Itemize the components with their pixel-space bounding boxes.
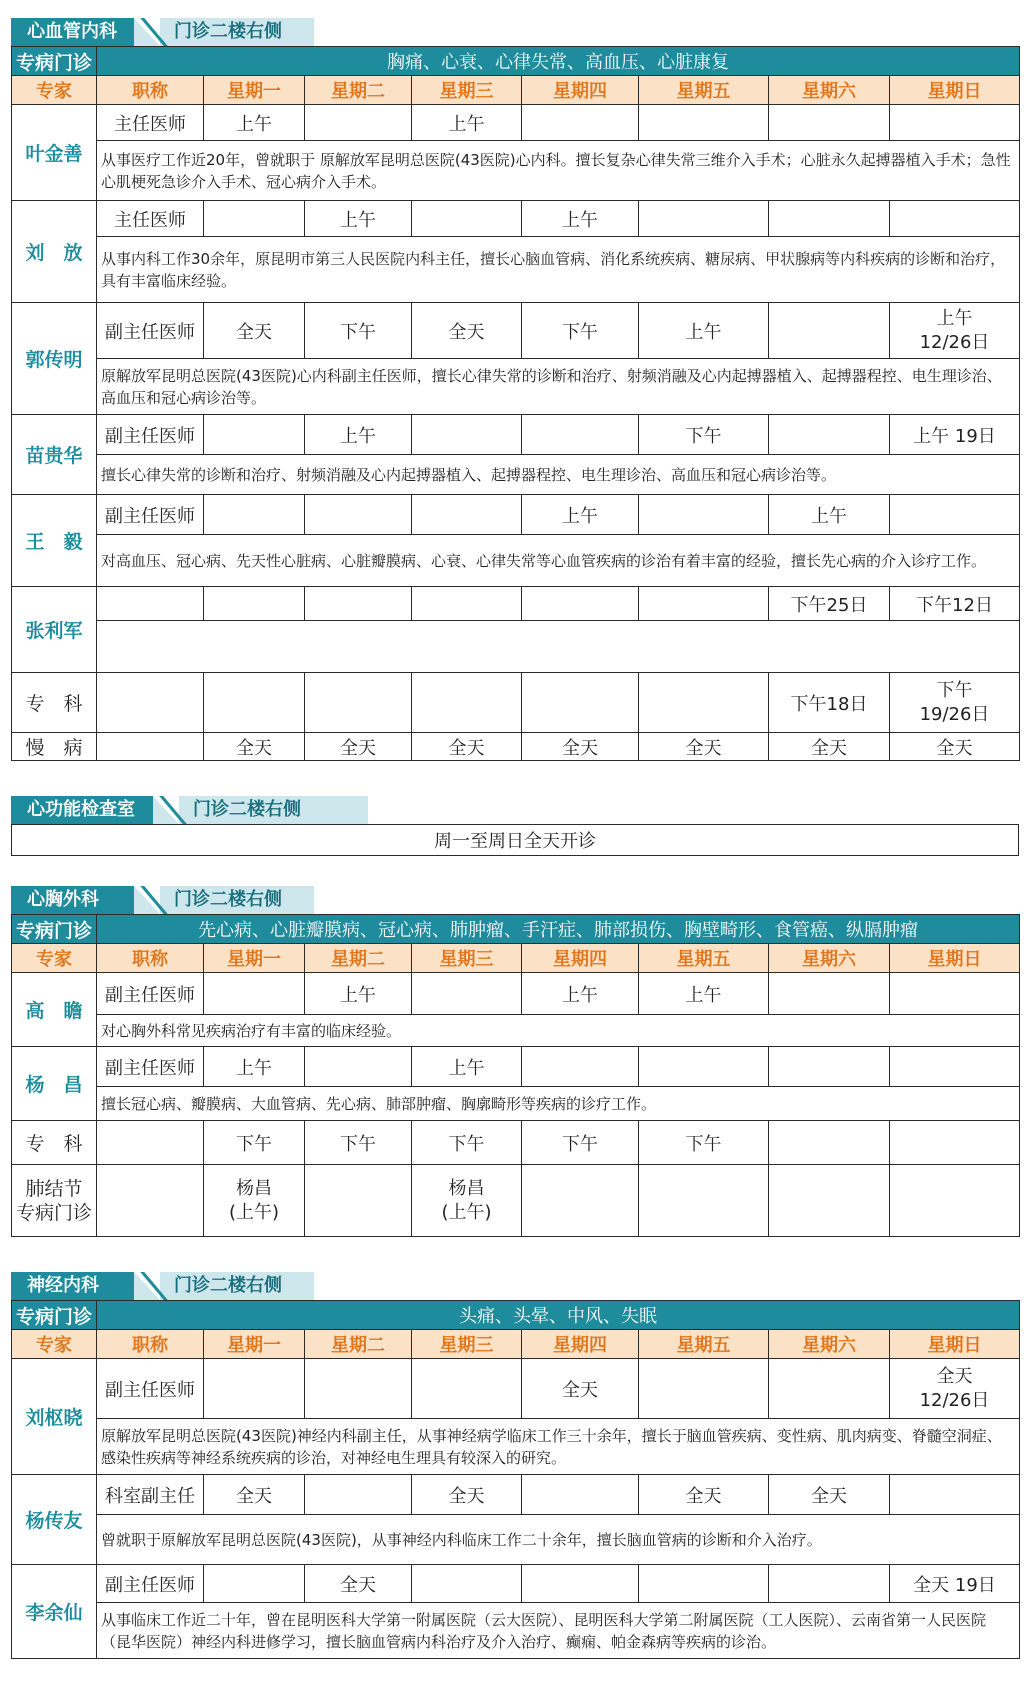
doctor-title: 副主任医师 xyxy=(97,1565,204,1603)
slot-fri xyxy=(639,495,769,535)
header-sat: 星期六 xyxy=(769,1330,890,1359)
doctor-title: 副主任医师 xyxy=(97,1359,204,1419)
doctor-description: 从事内科工作30余年，原昆明市第三人民医院内科主任，擅长心脑血管病、消化系统疾病、糖尿病、甲状腺病等内科疾病的诊断和治疗，具有丰富临床经验。 xyxy=(97,237,1020,303)
thoracic-schedule-table xyxy=(11,914,1020,1237)
spec-label: 专病门诊 xyxy=(12,915,97,944)
doctor-description: 对心胸外科常见疾病治疗有丰富的临床经验。 xyxy=(97,1015,1020,1047)
slot-thu xyxy=(522,587,639,621)
header-sat: 星期六 xyxy=(769,944,890,973)
slot-fri: 下午 xyxy=(639,415,769,455)
slot-wed xyxy=(412,587,522,621)
slot-sun xyxy=(890,495,1020,535)
nodule-label-line2: 专病门诊 xyxy=(15,1201,92,1224)
slot-sun xyxy=(890,1121,1020,1165)
slot-sun xyxy=(890,973,1020,1015)
header-title: 职称 xyxy=(97,1330,204,1359)
header-thu: 星期四 xyxy=(522,944,639,973)
doctor-description: 原解放军昆明总医院(43医院)心内科副主任医师，擅长心律失常的诊断和治疗、射频消融及心内起搏器植入、起搏器程控、电生理诊治、高血压和冠心病诊治等。 xyxy=(97,359,1020,415)
doctor-name: 王 毅 xyxy=(12,495,97,587)
header-title: 职称 xyxy=(97,76,204,105)
slot-wed: 下午 xyxy=(412,1121,522,1165)
zhuanke-title xyxy=(97,1121,204,1165)
slot-mon xyxy=(204,495,305,535)
func-location-tab: 门诊二楼右侧 xyxy=(153,796,368,824)
header-title: 职称 xyxy=(97,944,204,973)
slot-mon xyxy=(204,201,305,237)
slot-sat xyxy=(769,1359,890,1419)
neuro-tabbar xyxy=(11,1270,1019,1300)
slot-fri: 全天 xyxy=(639,1475,769,1515)
slot-sat xyxy=(769,1047,890,1087)
slot-sun xyxy=(890,1165,1020,1237)
neuro-schedule-table xyxy=(11,1300,1020,1659)
header-wed: 星期三 xyxy=(412,76,522,105)
slot-mon xyxy=(204,973,305,1015)
slot-tue xyxy=(305,495,412,535)
header-wed: 星期三 xyxy=(412,1330,522,1359)
doctor-description: 从事医疗工作近20年，曾就职于 原解放军昆明总医院(43医院)心内科。擅长复杂心律失常三维介入手术；心脏永久起搏器植入手术；急性心肌梗死急诊介入手术、冠心病介入手术。 xyxy=(97,141,1020,201)
spec-label: 专病门诊 xyxy=(12,1301,97,1330)
doctor-title: 副主任医师 xyxy=(97,415,204,455)
slot-tue xyxy=(305,1165,412,1237)
slot-wed: 全天 xyxy=(412,733,522,761)
func-table xyxy=(11,824,1019,856)
slot-wed-line1: 杨昌 xyxy=(448,1177,485,1199)
thoracic-section xyxy=(11,884,1019,1237)
header-wed: 星期三 xyxy=(412,944,522,973)
slot-sun xyxy=(890,201,1020,237)
slot-mon: 上午 xyxy=(204,105,305,141)
slot-sun: 全天 xyxy=(890,733,1020,761)
slot-sat: 下午25日 xyxy=(769,587,890,621)
slot-tue: 全天 xyxy=(305,1565,412,1603)
header-expert: 专家 xyxy=(12,76,97,105)
slot-sat: 上午 xyxy=(769,495,890,535)
doctor-description: 擅长冠心病、瓣膜病、大血管病、先心病、肺部肿瘤、胸廓畸形等疾病的诊疗工作。 xyxy=(97,1087,1020,1121)
doctor-description: 从事临床工作近二十年，曾在昆明医科大学第一附属医院（云大医院）、昆明医科大学第二附属医院（工人医院）、云南省第一人民医院（昆华医院）神经内科进修学习，擅长脑血管病内科治疗及介入治疗、癫痫、帕金森病等疾病的诊治。 xyxy=(97,1603,1020,1659)
header-mon: 星期一 xyxy=(204,944,305,973)
doctor-name: 张利军 xyxy=(12,587,97,673)
slot-wed xyxy=(412,495,522,535)
slot-tue xyxy=(305,673,412,733)
doctor-name: 叶金善 xyxy=(12,105,97,201)
slot-sun xyxy=(890,105,1020,141)
slot-mon-line1: 杨昌 xyxy=(236,1177,272,1199)
manbing-label: 慢 病 xyxy=(12,733,97,761)
header-sun: 星期日 xyxy=(890,1330,1020,1359)
slot-fri xyxy=(639,1565,769,1603)
nodule-label-line1: 肺结节 xyxy=(25,1177,83,1200)
doctor-description: 原解放军昆明总医院(43医院)神经内科副主任，从事神经病学临床工作三十余年，擅长于脑血管疾病、变性病、肌肉病变、脊髓空洞症、感染性疾病等神经系统疾病的诊治，对神经电生理具有较深入的研究。 xyxy=(97,1419,1020,1475)
header-tue: 星期二 xyxy=(305,1330,412,1359)
slot-sun xyxy=(890,1475,1020,1515)
slot-sat xyxy=(769,105,890,141)
func-dept-tab: 心功能检查室 xyxy=(11,796,153,824)
manbing-title xyxy=(97,733,204,761)
header-fri: 星期五 xyxy=(639,1330,769,1359)
cardio-dept-tab: 心血管内科 xyxy=(11,18,134,46)
slot-fri xyxy=(639,105,769,141)
slot-sat: 全天 xyxy=(769,733,890,761)
cardio-schedule-table xyxy=(11,46,1020,761)
doctor-title: 副主任医师 xyxy=(97,303,204,359)
slot-wed: 上午 xyxy=(412,105,522,141)
slot-mon: 全天 xyxy=(204,1475,305,1515)
slot-sat: 全天 xyxy=(769,1475,890,1515)
slot-fri: 全天 xyxy=(639,733,769,761)
slot-thu xyxy=(522,415,639,455)
thoracic-tabbar xyxy=(11,884,1019,914)
slot-wed xyxy=(412,973,522,1015)
slot-mon xyxy=(204,1565,305,1603)
doctor-name: 刘 放 xyxy=(12,201,97,303)
slot-fri xyxy=(639,1165,769,1237)
slot-tue: 下午 xyxy=(305,1121,412,1165)
slot-sun: 上午 19日 xyxy=(890,415,1020,455)
slot-thu: 下午 xyxy=(522,303,639,359)
doctor-title: 主任医师 xyxy=(97,105,204,141)
slot-thu xyxy=(522,673,639,733)
doctor-title: 副主任医师 xyxy=(97,973,204,1015)
slot-sun-line2: 12/26日 xyxy=(919,1389,990,1411)
slot-sun xyxy=(890,1047,1020,1087)
slot-mon xyxy=(204,415,305,455)
spec-diseases: 先心病、心脏瓣膜病、冠心病、肺肿瘤、手汗症、肺部损伤、胸壁畸形、食管癌、纵膈肿瘤 xyxy=(97,915,1020,944)
slot-sat xyxy=(769,303,890,359)
func-tabbar xyxy=(11,794,1019,824)
slot-wed: 全天 xyxy=(412,1475,522,1515)
slot-sun-line2: 12/26日 xyxy=(919,331,990,353)
slot-tue: 上午 xyxy=(305,973,412,1015)
neuro-dept-tab: 神经内科 xyxy=(11,1272,134,1300)
slot-fri: 下午 xyxy=(639,1121,769,1165)
slot-mon: 上午 xyxy=(204,1047,305,1087)
func-open-hours: 周一至周日全天开诊 xyxy=(12,825,1019,856)
slot-wed xyxy=(412,201,522,237)
spec-label: 专病门诊 xyxy=(12,47,97,76)
slot-wed: 全天 xyxy=(412,303,522,359)
header-tue: 星期二 xyxy=(305,944,412,973)
neuro-location-tab: 门诊二楼右侧 xyxy=(134,1272,314,1300)
slot-thu xyxy=(522,105,639,141)
cardio-location-tab: 门诊二楼右侧 xyxy=(134,18,314,46)
doctor-title xyxy=(97,587,204,621)
neuro-section xyxy=(11,1270,1019,1659)
slot-mon: 下午 xyxy=(204,1121,305,1165)
zhuanke-title xyxy=(97,673,204,733)
slot-wed xyxy=(412,1565,522,1603)
nodule-label xyxy=(12,1165,97,1237)
slot-sat xyxy=(769,1121,890,1165)
spec-diseases: 头痛、头晕、中风、失眠 xyxy=(97,1301,1020,1330)
slot-fri: 上午 xyxy=(639,973,769,1015)
thoracic-dept-tab: 心胸外科 xyxy=(11,886,134,914)
slot-tue xyxy=(305,1047,412,1087)
header-sat: 星期六 xyxy=(769,76,890,105)
doctor-name: 杨传友 xyxy=(12,1475,97,1565)
slot-wed xyxy=(412,1165,522,1237)
cardio-section xyxy=(11,16,1019,761)
slot-tue: 下午 xyxy=(305,303,412,359)
doctor-description xyxy=(97,621,1020,673)
slot-fri xyxy=(639,673,769,733)
nodule-title xyxy=(97,1165,204,1237)
slot-tue xyxy=(305,587,412,621)
slot-wed xyxy=(412,673,522,733)
slot-sat xyxy=(769,415,890,455)
slot-thu xyxy=(522,1565,639,1603)
header-sun: 星期日 xyxy=(890,76,1020,105)
header-mon: 星期一 xyxy=(204,1330,305,1359)
spec-diseases: 胸痛、心衰、心律失常、高血压、心脏康复 xyxy=(97,47,1020,76)
slot-mon xyxy=(204,587,305,621)
slot-sat xyxy=(769,1165,890,1237)
slot-thu: 上午 xyxy=(522,973,639,1015)
slot-fri xyxy=(639,1359,769,1419)
slot-mon xyxy=(204,1359,305,1419)
slot-mon: 全天 xyxy=(204,303,305,359)
slot-sun xyxy=(890,303,1020,359)
header-sun: 星期日 xyxy=(890,944,1020,973)
doctor-title: 副主任医师 xyxy=(97,495,204,535)
doctor-title: 副主任医师 xyxy=(97,1047,204,1087)
doctor-title: 主任医师 xyxy=(97,201,204,237)
doctor-title: 科室副主任 xyxy=(97,1475,204,1515)
slot-tue: 上午 xyxy=(305,201,412,237)
zhuanke-label: 专 科 xyxy=(12,673,97,733)
slot-sun-line1: 上午 xyxy=(936,307,973,329)
slot-tue xyxy=(305,1475,412,1515)
slot-thu: 下午 xyxy=(522,1121,639,1165)
slot-mon xyxy=(204,1165,305,1237)
thoracic-location-tab: 门诊二楼右侧 xyxy=(134,886,314,914)
func-section xyxy=(11,794,1019,856)
header-mon: 星期一 xyxy=(204,76,305,105)
doctor-description: 对高血压、冠心病、先天性心脏病、心脏瓣膜病、心衰、心律失常等心血管疾病的诊治有着丰富的经验，擅长先心病的介入诊疗工作。 xyxy=(97,535,1020,587)
doctor-description: 擅长心律失常的诊断和治疗、射频消融及心内起搏器植入、起搏器程控、电生理诊治、高血压和冠心病诊治等。 xyxy=(97,455,1020,495)
header-expert: 专家 xyxy=(12,944,97,973)
header-expert: 专家 xyxy=(12,1330,97,1359)
doctor-name: 刘枢晓 xyxy=(12,1359,97,1475)
slot-sat xyxy=(769,201,890,237)
slot-tue: 全天 xyxy=(305,733,412,761)
slot-sun-line1: 全天 xyxy=(936,1365,973,1387)
slot-thu: 全天 xyxy=(522,733,639,761)
slot-thu: 全天 xyxy=(522,1359,639,1419)
slot-fri xyxy=(639,587,769,621)
slot-sun xyxy=(890,673,1020,733)
doctor-name: 杨 昌 xyxy=(12,1047,97,1121)
header-thu: 星期四 xyxy=(522,1330,639,1359)
cardio-tabbar xyxy=(11,16,1019,46)
doctor-description: 曾就职于原解放军昆明总医院(43医院)，从事神经内科临床工作二十余年，擅长脑血管病的诊断和介入治疗。 xyxy=(97,1515,1020,1565)
slot-sun-line2: 19/26日 xyxy=(919,703,990,725)
slot-thu xyxy=(522,1475,639,1515)
slot-thu xyxy=(522,1165,639,1237)
doctor-name: 郭传明 xyxy=(12,303,97,415)
header-tue: 星期二 xyxy=(305,76,412,105)
slot-thu: 上午 xyxy=(522,495,639,535)
slot-thu xyxy=(522,1047,639,1087)
slot-mon xyxy=(204,673,305,733)
zhuanke-label: 专 科 xyxy=(12,1121,97,1165)
slot-sat xyxy=(769,1565,890,1603)
slot-wed-line2: (上午) xyxy=(441,1201,492,1223)
slot-sun: 全天 19日 xyxy=(890,1565,1020,1603)
slot-sun: 下午12日 xyxy=(890,587,1020,621)
doctor-name: 高 瞻 xyxy=(12,973,97,1047)
header-fri: 星期五 xyxy=(639,944,769,973)
slot-wed xyxy=(412,415,522,455)
slot-sat: 下午18日 xyxy=(769,673,890,733)
slot-wed xyxy=(412,1359,522,1419)
slot-sun-line1: 下午 xyxy=(936,679,973,701)
slot-fri xyxy=(639,1047,769,1087)
slot-sat xyxy=(769,973,890,1015)
slot-mon: 全天 xyxy=(204,733,305,761)
doctor-name: 李余仙 xyxy=(12,1565,97,1659)
slot-wed: 上午 xyxy=(412,1047,522,1087)
header-fri: 星期五 xyxy=(639,76,769,105)
slot-thu: 上午 xyxy=(522,201,639,237)
slot-mon-line2: (上午) xyxy=(228,1201,280,1223)
doctor-name: 苗贵华 xyxy=(12,415,97,495)
slot-tue xyxy=(305,105,412,141)
slot-tue xyxy=(305,1359,412,1419)
slot-sun xyxy=(890,1359,1020,1419)
slot-fri: 上午 xyxy=(639,303,769,359)
slot-tue: 上午 xyxy=(305,415,412,455)
header-thu: 星期四 xyxy=(522,76,639,105)
slot-fri xyxy=(639,201,769,237)
